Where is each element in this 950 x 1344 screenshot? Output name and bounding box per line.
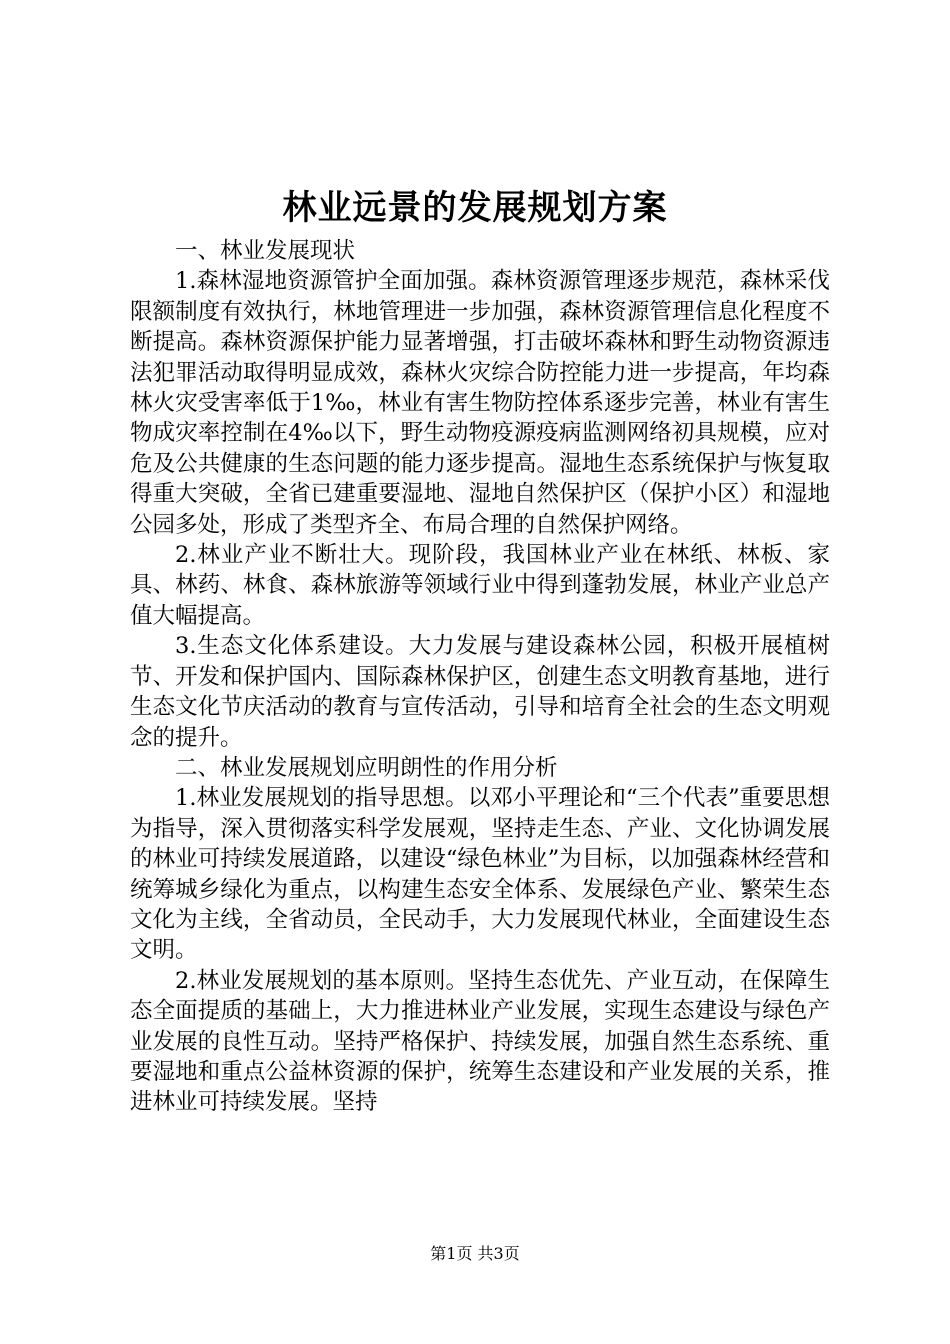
paragraph-1-3: 3.生态文化体系建设。大力发展与建设森林公园，积极开展植树节、开发和保护国内、国际森林保护区，创建生态文明教育基地，进行生态文化节庆活动的教育与宣传活动，引导和培育全社会的生态文明观念的提升。	[130, 633, 830, 751]
section-heading-1: 一、林业发展现状	[175, 238, 356, 264]
document-body	[130, 236, 830, 1118]
document-title: 林业远景的发展规划方案	[282, 188, 668, 228]
page-footer: 第1页 共3页	[430, 1244, 520, 1263]
paragraph-2-2: 2.林业发展规划的基本原则。坚持生态优先、产业互动，在保障生态全面提质的基础上，大力推进林业产业发展，实现生态建设与绿色产业发展的良性互动。坚持严格保护、持续发展，加强自然生态系统、重要湿地和重点公益林资源的保护，统筹生态建设和产业发展的关系，推进林业可持续发展。坚持	[130, 967, 830, 1116]
paragraph-1-1: 1.森林湿地资源管护全面加强。森林资源管理逐步规范，森林采伐限额制度有效执行，林地管理进一步加强，森林资源管理信息化程度不断提高。森林资源保护能力显著增强，打击破坏森林和野生动物资源违法犯罪活动取得明显成效，森林火灾综合防控能力进一步提高，年均森林火灾受害率低于1‰，林业有害生物防控体系逐步完善，林业有害生物成灾率控制在4‰以下，野生动物疫源疫病监测网络初具规模，应对危及公共健康的生态问题的能力逐步提高。湿地生态系统保护与恢复取得重大突破，全省已建重要湿地、湿地自然保护区（保护小区）和湿地公园多处，形成了类型齐全、布局合理的自然保护网络。	[130, 268, 830, 538]
paragraph-2-1: 1.林业发展规划的指导思想。以邓小平理论和“三个代表”重要思想为指导，深入贯彻落实科学发展观，坚持走生态、产业、文化协调发展的林业可持续发展道路，以建设“绿色林业”为目标，以加强森林经营和统筹城乡绿化为重点，以构建生态安全体系、发展绿色产业、繁荣生态文化为主线，全省动员，全民动手，大力发展现代林业，全面建设生态文明。	[130, 785, 830, 964]
section-heading-2: 二、林业发展规划应明朗性的作用分析	[175, 754, 558, 781]
paragraph-1-2: 2.林业产业不断壮大。现阶段，我国林业产业在林纸、林板、家具、林药、林食、森林旅游等领域行业中得到蓬勃发展，林业产业总产值大幅提高。	[130, 542, 830, 629]
